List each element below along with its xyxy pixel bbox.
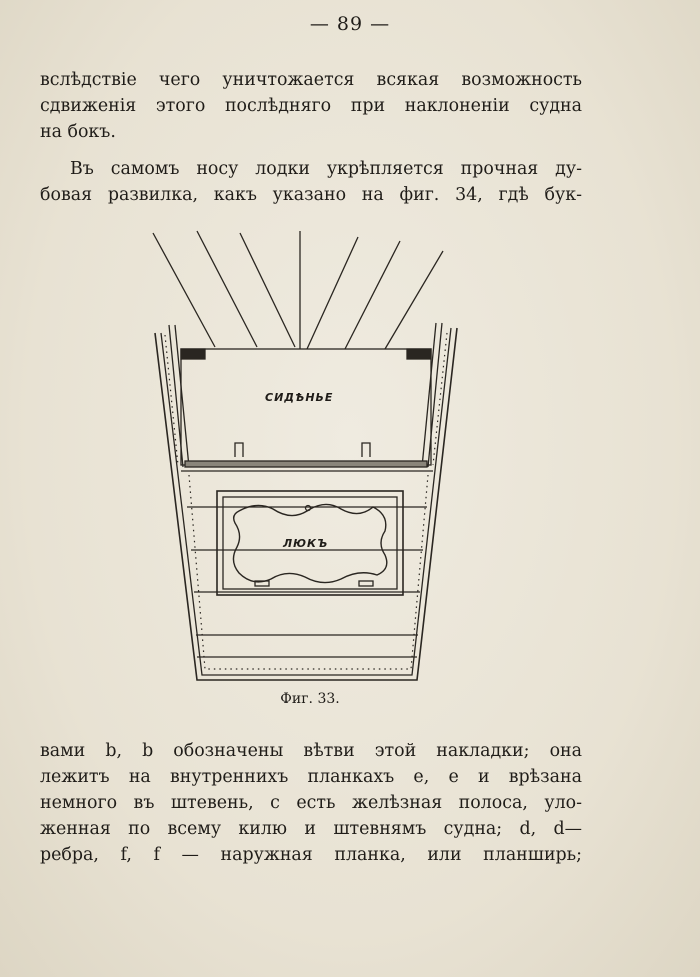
figure-33-boat-diagram (145, 225, 465, 685)
paragraph-1 (40, 67, 582, 145)
seat-label: СИДѢНЬЕ (265, 391, 334, 404)
paragraph-3 (40, 738, 582, 868)
figure-caption: Фиг. 33. (280, 691, 340, 707)
text-line: на бокъ. (40, 122, 116, 142)
text-line: ребра, f, f — наружная планка, или планширь; (40, 845, 582, 865)
text-line: бовая развилка, какъ указано на фиг. 34, гдѣ бук- (40, 185, 582, 205)
text-line: лежитъ на внутреннихъ планкахъ e, e и врѣзана (40, 767, 582, 787)
text-line: Въ самомъ носу лодки укрѣпляется прочная ду- (70, 159, 582, 179)
text-line: вами b, b обозначены вѣтви этой накладки; она (40, 741, 582, 761)
text-line: немного въ штевень, c есть желѣзная полоса, уло- (40, 793, 582, 813)
boat-drawing (145, 225, 465, 685)
text-line: вслѣдствіе чего уничтожается всякая возможность (40, 70, 582, 90)
text-line: сдвиженія этого послѣдняго при наклоненіи судна (40, 96, 582, 116)
page-number: — 89 — (309, 13, 391, 35)
paragraph-2 (40, 156, 582, 208)
hatch-label: ЛЮКЪ (283, 537, 329, 550)
text-line: женная по всему килю и штевнямъ судна; d, d— (40, 819, 582, 839)
